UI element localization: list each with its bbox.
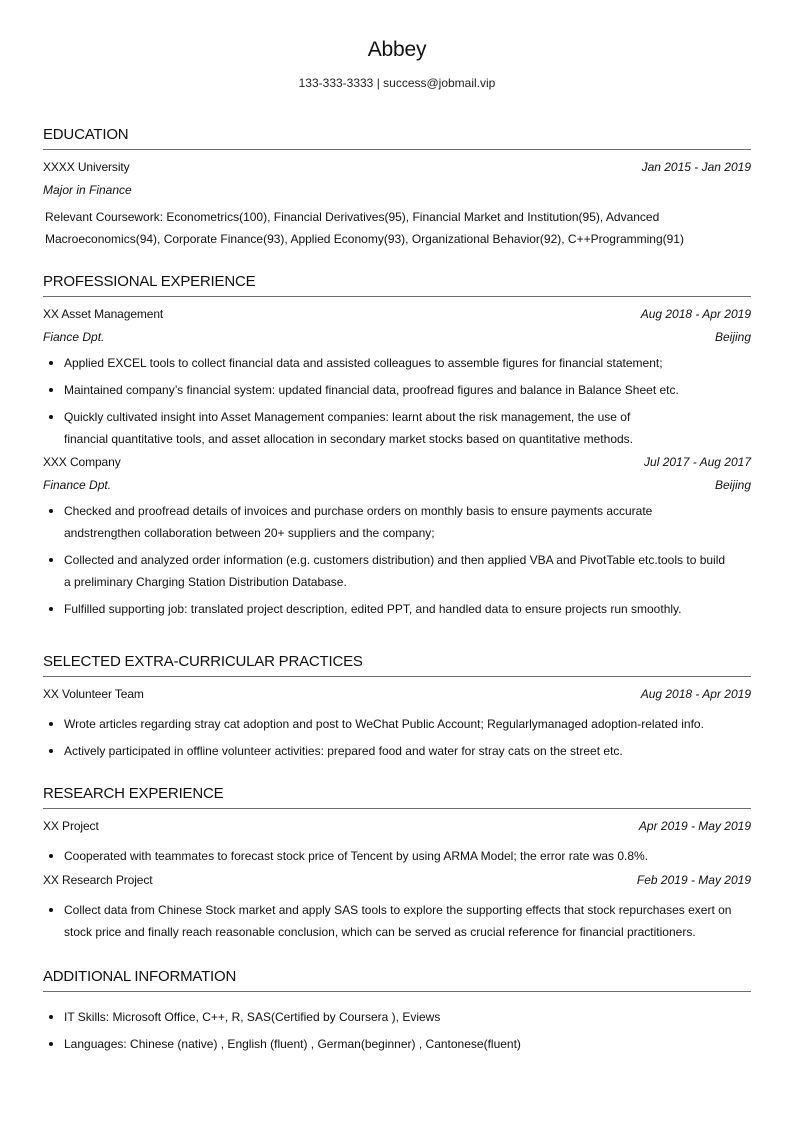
list-item-text: Applied EXCEL tools to collect financial data and assisted colleagues to assemble figures for financial statement; (64, 356, 663, 370)
list-item-text: Collect data from Chinese Stock market and apply SAS tools to explore the supporting effects that stock repurchases exert on stock price and finally reach reasonable conclusion, which can be served as crucial reference for financial practitioners. (64, 903, 732, 939)
company-name: XX Asset Management (43, 307, 164, 321)
entry-header (43, 815, 751, 838)
bullet-list (43, 352, 751, 450)
bullet-icon (49, 908, 53, 912)
experience-entry (43, 303, 751, 450)
research-entry (43, 869, 751, 943)
bullet-icon (49, 1015, 53, 1019)
bullet-list (43, 845, 751, 867)
entry-date: Apr 2019 - May 2019 (638, 819, 751, 833)
bullet-icon (49, 415, 53, 419)
entry-header (43, 303, 751, 326)
list-item (43, 598, 751, 620)
department: Fiance Dpt. (43, 330, 105, 344)
section-title-extracurricular: SELECTED EXTRA-CURRICULAR PRACTICES (43, 653, 751, 677)
activity-entry (43, 683, 751, 762)
entry-subheader (43, 179, 751, 202)
professional-section (43, 273, 751, 625)
list-item-text: Collected and analyzed order information (e.g. customers distribution) and then applied VBA and PivotTable etc.tools to build a preliminary Charging Station Distribution Database. (64, 553, 726, 589)
extracurricular-section (43, 653, 751, 767)
entry-header (43, 683, 751, 706)
list-item (43, 740, 751, 762)
location: Beijing (714, 478, 751, 492)
list-item-text: Fulfilled supporting job: translated project description, edited PPT, and handled data to ensure projects run smoothly. (64, 602, 682, 616)
list-item (43, 549, 751, 593)
list-item (43, 379, 751, 401)
bullet-icon (49, 509, 53, 513)
entry-subheader (43, 474, 751, 497)
list-item-text: Cooperated with teammates to forecast stock price of Tencent by using ARMA Model; the error rate was 0.8%. (64, 849, 649, 863)
education-section (43, 126, 751, 250)
bullet-list (43, 500, 751, 620)
list-item-text: IT Skills: Microsoft Office, C++, R, SAS(Certified by Coursera ), Eviews (64, 1010, 441, 1024)
list-item-text: Quickly cultivated insight into Asset Management companies: learnt about the risk management, the use of financial quantitative tools, and asset allocation in secondary market stocks based on quantitative methods. (64, 410, 633, 446)
list-item (43, 406, 751, 450)
major: Major in Finance (43, 183, 132, 197)
project-name: XX Project (43, 819, 99, 833)
section-title-education: EDUCATION (43, 126, 751, 150)
list-item-text: Maintained company’s financial system: updated financial data, proofread figures and balance in Balance Sheet etc. (64, 383, 679, 397)
list-item (43, 1033, 751, 1055)
list-item (43, 1006, 751, 1028)
bullet-icon (49, 388, 53, 392)
entry-header (43, 156, 751, 179)
list-item (43, 352, 751, 374)
department: Finance Dpt. (43, 478, 112, 492)
section-title-additional: ADDITIONAL INFORMATION (43, 968, 751, 992)
education-entry (43, 156, 751, 250)
bullet-icon (49, 722, 53, 726)
list-item-text: Actively participated in offline volunteer activities: prepared food and water for stray cats on the street etc. (64, 744, 623, 758)
bullet-list (43, 1006, 751, 1055)
location: Beijing (714, 330, 751, 344)
entry-date: Jul 2017 - Aug 2017 (644, 455, 751, 469)
bullet-icon (49, 361, 53, 365)
list-item-text: Checked and proofread details of invoices and purchase orders on monthly basis to ensure payments accurate andstrengthen collaboration between 20+ suppliers and the company; (64, 504, 653, 540)
list-item (43, 899, 751, 943)
bullet-icon (49, 749, 53, 753)
project-name: XX Research Project (43, 873, 153, 887)
list-item (43, 845, 751, 867)
experience-entry (43, 451, 751, 620)
bullet-icon (49, 1042, 53, 1046)
entry-header (43, 869, 751, 892)
list-item-text: Wrote articles regarding stray cat adoption and post to WeChat Public Account; Regularlymanaged adoption-related info. (64, 717, 704, 731)
contact-info: 133-333-3333 | success@jobmail.vip (298, 76, 496, 90)
bullet-icon (49, 854, 53, 858)
company-name: XXX Company (43, 455, 121, 469)
bullet-list (43, 899, 751, 943)
entry-date: Jan 2015 - Jan 2019 (641, 160, 751, 174)
school-name: XXXX University (43, 160, 130, 174)
bullet-icon (49, 607, 53, 611)
bullet-icon (49, 558, 53, 562)
entry-date: Aug 2018 - Apr 2019 (640, 687, 751, 701)
coursework: Relevant Coursework: Econometrics(100), Financial Derivatives(95), Financial Market and Institution(95), Advanced Macroeconomics(94), Corporate Finance(93), Applied Economy(93), Organizational Behavior(92), C++Programming(91) (45, 210, 684, 246)
entry-date: Feb 2019 - May 2019 (636, 873, 751, 887)
section-title-professional: PROFESSIONAL EXPERIENCE (43, 273, 751, 297)
additional-section (43, 968, 751, 1060)
list-item (43, 713, 751, 735)
list-item-text: Languages: Chinese (native) , English (fluent) , German(beginner) , Cantonese(fluent) (64, 1037, 521, 1051)
list-item (43, 500, 751, 544)
research-entry (43, 815, 751, 867)
section-title-research: RESEARCH EXPERIENCE (43, 785, 751, 809)
candidate-name: Abbey (367, 38, 427, 61)
organization-name: XX Volunteer Team (43, 687, 144, 701)
bullet-list (43, 713, 751, 762)
entry-subheader (43, 326, 751, 349)
entry-date: Aug 2018 - Apr 2019 (640, 307, 751, 321)
research-section (43, 785, 751, 948)
entry-header (43, 451, 751, 474)
